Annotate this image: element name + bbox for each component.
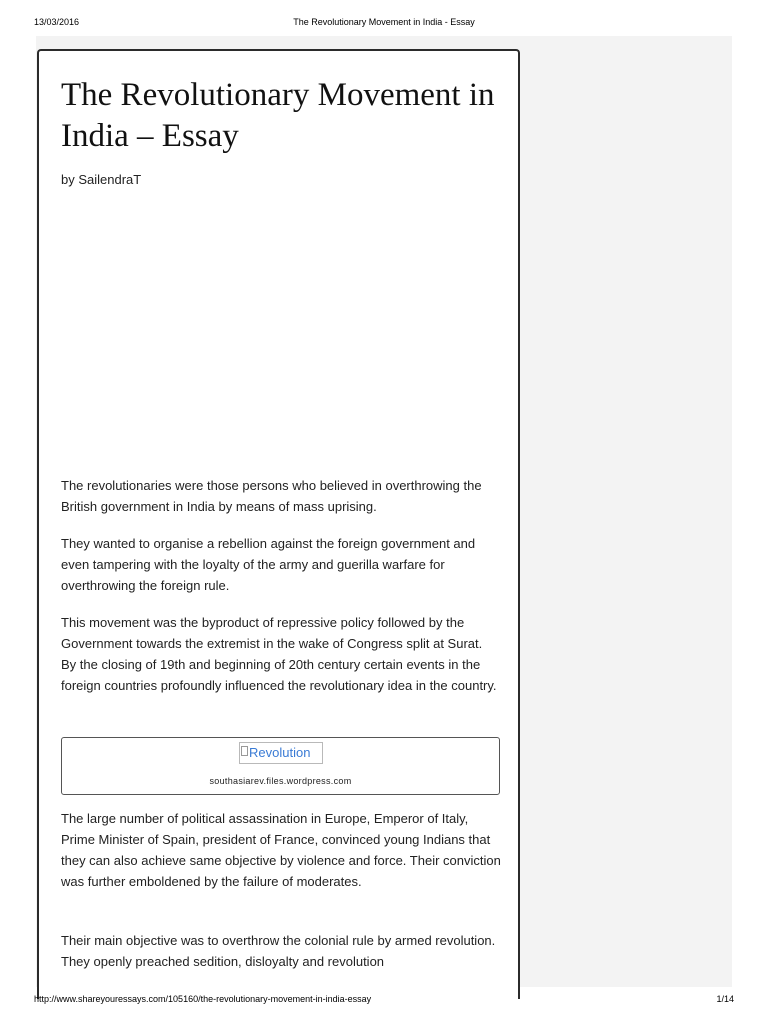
article-byline: by SailendraT <box>61 172 142 187</box>
broken-image-icon <box>241 746 248 756</box>
image-caption: southasiarev.files.wordpress.com <box>209 776 352 786</box>
ad-space <box>61 201 501 461</box>
print-header <box>34 17 734 29</box>
article-title: The Revolutionary Movement in India – Essay <box>61 77 495 154</box>
print-title: The Revolutionary Movement in India - Essay <box>293 17 475 27</box>
print-date: 13/03/2016 <box>34 17 80 27</box>
print-footer <box>34 994 734 1006</box>
paragraph-1: The revolutionaries were those persons who believed in overthrowing the British government in India by means of mass uprising. <box>61 478 482 514</box>
paragraph-4: The large number of political assassination in Europe, Emperor of Italy, Prime Minister of Spain, president of France, convinced young Indians that they can also achieve same objective by violence and force. Their conviction was further emboldened by the failure of moderates. <box>61 811 501 889</box>
image-alt-text: Revolution <box>249 745 311 760</box>
paragraph-5: Their main objective was to overthrow the colonial rule by armed revolution. They openly preached sedition, disloyalty and revolution <box>61 933 496 969</box>
article-card <box>37 49 520 999</box>
paragraph-3: This movement was the byproduct of repressive policy followed by the Government towards the extremist in the wake of Congress split at Surat. By the closing of 19th and beginning of 20th century certain events in the foreign countries profoundly influenced the revolutionary idea in the country. <box>61 615 497 693</box>
print-url[interactable]: http://www.shareyouressays.com/105160/the-revolutionary-movement-in-india-essay <box>34 994 372 1004</box>
paragraph-2: They wanted to organise a rebellion against the foreign government and even tampering with the loyalty of the army and guerilla warfare for overthrowing the foreign rule. <box>61 536 476 593</box>
image-figure <box>61 737 500 795</box>
broken-image[interactable] <box>239 742 323 764</box>
print-page-number: 1/14 <box>716 994 734 1004</box>
